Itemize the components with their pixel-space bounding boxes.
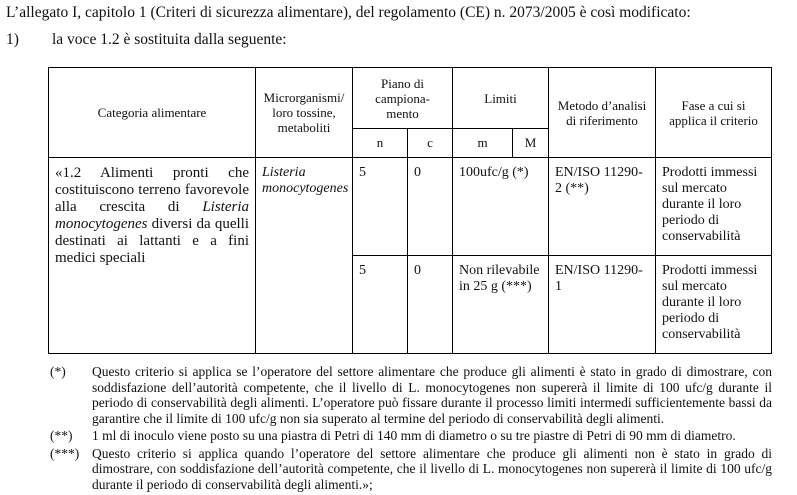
footnote <box>50 428 772 444</box>
header-c: c <box>408 129 453 158</box>
table-row <box>49 158 772 256</box>
food-category-cell: «1.2 Alimenti pronti che costituiscono terreno favorevole alla crescita di Listeria monocytogenes diversi da quelli destinati ai lattanti e a fini medici speciali <box>49 158 256 354</box>
header-limits: Limiti <box>453 68 549 129</box>
header-category: Categoria alimentare <box>49 68 256 158</box>
header-method: Metodo d’analisi di riferimento <box>549 68 656 158</box>
footnote-mark: (**) <box>50 428 73 443</box>
item-number: 1) <box>6 31 19 48</box>
criteria-table <box>48 67 772 354</box>
method-cell: EN/ISO 11290-2 (**) <box>549 158 656 256</box>
sample-c: 0 <box>408 256 453 354</box>
header-m: m <box>453 129 513 158</box>
amendment-item <box>6 31 287 49</box>
header-microorganisms: Microrganismi/ loro tossine, metaboliti <box>256 68 353 158</box>
header-stage: Fase a cui si applica il criterio <box>656 68 772 158</box>
method-cell: EN/ISO 11290-1 <box>549 256 656 354</box>
footnote-text: Questo criterio si applica quando l’operatore del settore alimentare che produce gli alimenti non è stato in grado di dimostrare, con soddisfazione dell’autorità competente, che il livello di L. monocytogenes non supererà il limite di 100 ufc/g durante il periodo di conservabilità degli alimenti.»; <box>92 445 772 492</box>
limit-m: Non rilevabile in 25 g (***) <box>453 256 549 354</box>
stage-cell: Prodotti immessi sul mercato durante il loro periodo di conservabilità <box>656 256 772 354</box>
intro-paragraph: L’allegato I, capitolo 1 (Criteri di sicurezza alimentare), del regolamento (CE) n. 2073/2005 è così modificato: <box>6 4 691 21</box>
footnote-mark: (*) <box>50 364 66 379</box>
microorganism-cell: Listeria monocytogenes <box>256 158 353 354</box>
footnote-text: Questo criterio si applica se l’operatore del settore alimentare che produce gli alimenti è stato in grado di dimostrare, con soddisfazione dell’autorità competente, che il livello di L. monocytogenes non supererà il limite di 100 ufc/g durante il periodo di conservabilità degli alimenti. L’operatore può fissare durante il processo limiti intermedi sufficientemente bassi da garantire che il limite di 100 ufc/g non sia superato al termine del periodo di conservabilità degli alimenti. <box>92 364 772 426</box>
stage-cell: Prodotti immessi sul mercato durante il loro periodo di conservabilità <box>656 158 772 256</box>
limit-m: 100ufc/g (*) <box>453 158 549 256</box>
footnotes <box>50 364 772 494</box>
item-text: la voce 1.2 è sostituita dalla seguente: <box>52 31 287 48</box>
footnote-mark: (***) <box>50 445 80 461</box>
sample-n: 5 <box>353 256 408 354</box>
sample-n: 5 <box>353 158 408 256</box>
sample-c: 0 <box>408 158 453 256</box>
header-n: n <box>353 129 408 158</box>
footnote <box>50 364 772 426</box>
header-sampling-plan: Piano di campiona- mento <box>353 68 453 129</box>
header-M: M <box>513 129 549 158</box>
footnote <box>50 446 772 493</box>
footnote-text: 1 ml di inoculo viene posto su una piastra di Petri di 140 mm di diametro o su tre piastre di Petri di 90 mm di diametro. <box>92 428 736 443</box>
